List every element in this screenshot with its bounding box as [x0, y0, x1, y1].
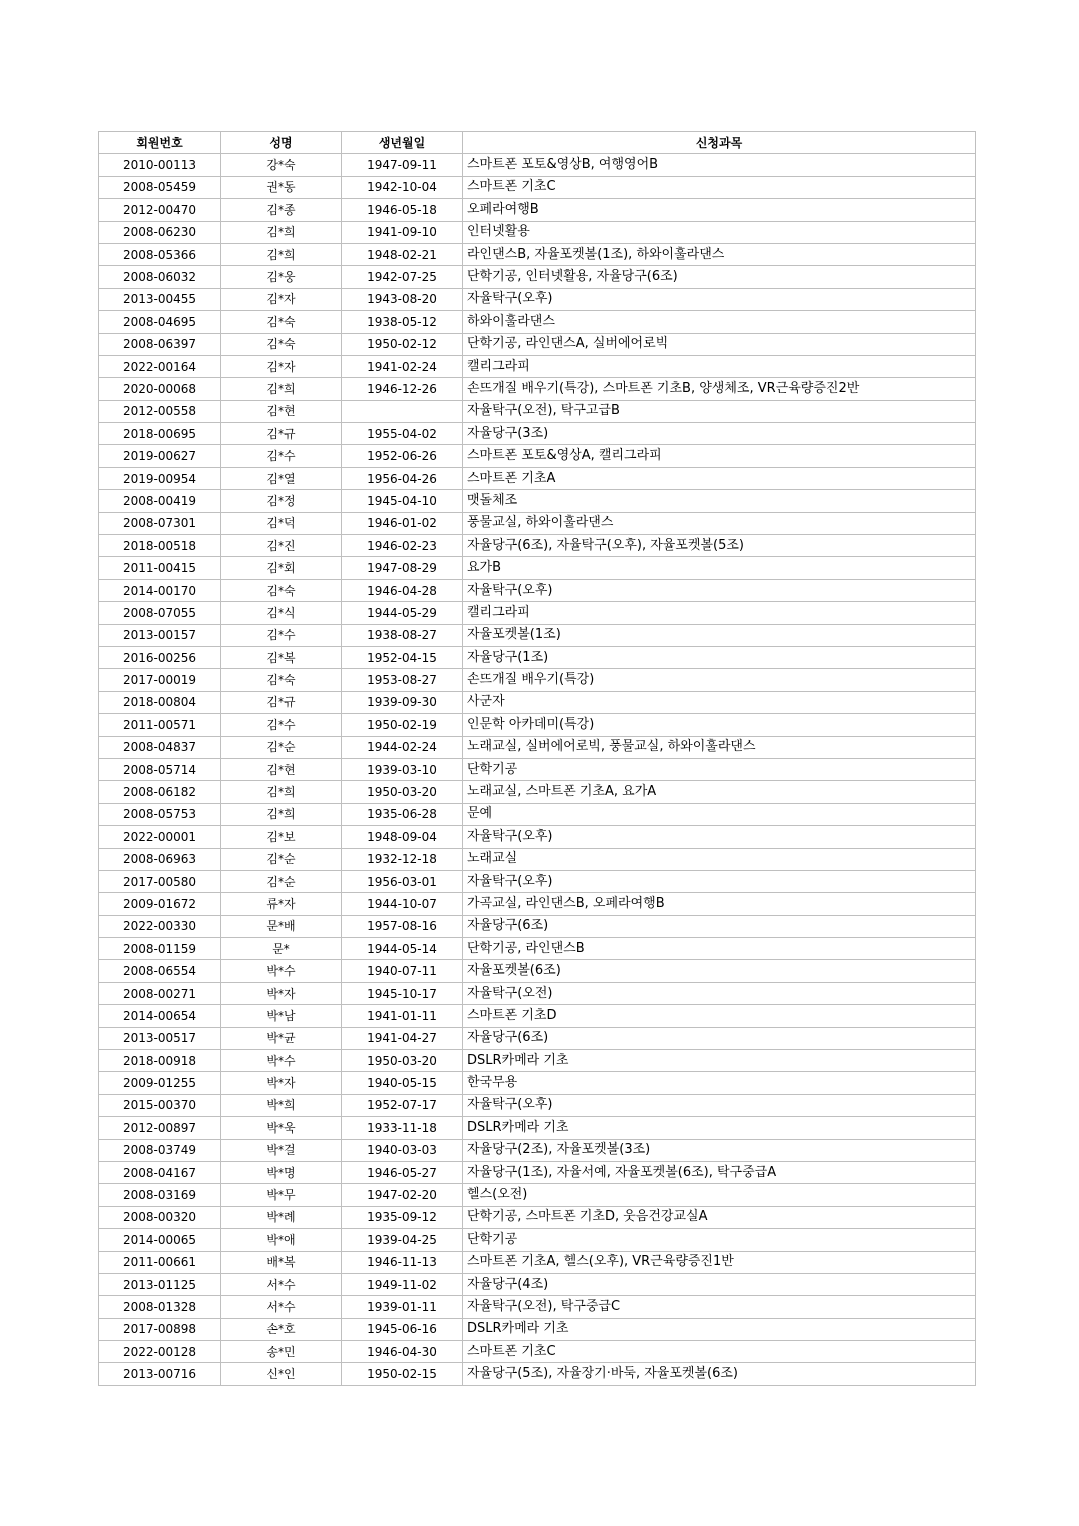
birthdate-cell: 1945-06-16 — [342, 1318, 463, 1340]
courses-cell: 인문학 아카데미(특강) — [463, 714, 976, 736]
table-row — [99, 512, 976, 534]
birthdate-cell: 1950-03-20 — [342, 1050, 463, 1072]
birthdate-cell: 1939-03-10 — [342, 758, 463, 780]
table-row — [99, 870, 976, 892]
name-cell: 김*식 — [221, 602, 342, 624]
name-cell: 김*규 — [221, 423, 342, 445]
member-id-cell: 2008-06963 — [99, 848, 221, 870]
birthdate-cell: 1943-08-20 — [342, 288, 463, 310]
member-id-cell: 2019-00627 — [99, 445, 221, 467]
table-row — [99, 982, 976, 1004]
table-row — [99, 467, 976, 489]
name-cell: 박*무 — [221, 1184, 342, 1206]
courses-cell: 자율당구(2조), 자율포켓볼(3조) — [463, 1139, 976, 1161]
member-id-cell: 2019-00954 — [99, 467, 221, 489]
name-cell: 김*희 — [221, 803, 342, 825]
table-row — [99, 669, 976, 691]
member-id-cell: 2013-00517 — [99, 1027, 221, 1049]
member-id-cell: 2008-06230 — [99, 221, 221, 243]
member-id-cell: 2008-05753 — [99, 803, 221, 825]
name-cell: 김*수 — [221, 445, 342, 467]
birthdate-cell: 1938-05-12 — [342, 311, 463, 333]
table-row — [99, 826, 976, 848]
birthdate-cell: 1932-12-18 — [342, 848, 463, 870]
name-cell: 박*균 — [221, 1027, 342, 1049]
birthdate-cell: 1941-04-27 — [342, 1027, 463, 1049]
birthdate-cell: 1952-04-15 — [342, 646, 463, 668]
birthdate-cell: 1946-05-18 — [342, 199, 463, 221]
table-row — [99, 557, 976, 579]
table-row — [99, 176, 976, 198]
birthdate-cell: 1957-08-16 — [342, 915, 463, 937]
name-cell: 김*희 — [221, 243, 342, 265]
member-id-cell: 2008-06397 — [99, 333, 221, 355]
courses-cell: 스마트폰 기초A — [463, 467, 976, 489]
birthdate-cell: 1946-12-26 — [342, 378, 463, 400]
name-cell: 김*열 — [221, 467, 342, 489]
name-cell: 김*순 — [221, 870, 342, 892]
table-row — [99, 1363, 976, 1385]
name-cell: 김*순 — [221, 736, 342, 758]
name-cell: 김*자 — [221, 355, 342, 377]
member-id-cell: 2009-01672 — [99, 893, 221, 915]
name-cell: 문*배 — [221, 915, 342, 937]
courses-cell: 단학기공, 인터넷활용, 자율당구(6조) — [463, 266, 976, 288]
name-cell: 김*덕 — [221, 512, 342, 534]
name-cell: 박*욱 — [221, 1117, 342, 1139]
courses-cell: 손뜨개질 배우기(특강) — [463, 669, 976, 691]
header-row — [99, 132, 976, 154]
table-row — [99, 378, 976, 400]
table-body — [99, 154, 976, 1385]
name-cell: 김*현 — [221, 758, 342, 780]
table-row — [99, 1229, 976, 1251]
courses-cell: 노래교실, 실버에어로빅, 풍물교실, 하와이훌라댄스 — [463, 736, 976, 758]
table-row — [99, 848, 976, 870]
table-row — [99, 243, 976, 265]
table-row — [99, 1094, 976, 1116]
courses-cell: 한국무용 — [463, 1072, 976, 1094]
table-row — [99, 960, 976, 982]
table-row — [99, 1072, 976, 1094]
table-row — [99, 624, 976, 646]
name-cell: 김*수 — [221, 624, 342, 646]
birthdate-cell: 1949-11-02 — [342, 1273, 463, 1295]
name-cell: 신*인 — [221, 1363, 342, 1385]
name-cell: 강*숙 — [221, 154, 342, 176]
birthdate-cell: 1941-09-10 — [342, 221, 463, 243]
name-cell: 권*동 — [221, 176, 342, 198]
member-id-cell: 2013-00157 — [99, 624, 221, 646]
name-cell: 김*자 — [221, 288, 342, 310]
member-id-cell: 2008-06182 — [99, 781, 221, 803]
name-cell: 박*남 — [221, 1005, 342, 1027]
member-id-cell: 2015-00370 — [99, 1094, 221, 1116]
courses-cell: 캘리그라피 — [463, 355, 976, 377]
table-row — [99, 199, 976, 221]
courses-cell: 문예 — [463, 803, 976, 825]
courses-cell: 손뜨개질 배우기(특강), 스마트폰 기초B, 양생체조, VR근육량증진2반 — [463, 378, 976, 400]
member-id-cell: 2008-01328 — [99, 1296, 221, 1318]
birthdate-cell: 1935-09-12 — [342, 1206, 463, 1228]
birthdate-cell: 1956-03-01 — [342, 870, 463, 892]
member-id-cell: 2012-00470 — [99, 199, 221, 221]
name-cell: 서*수 — [221, 1273, 342, 1295]
header-birthdate: 생년월일 — [342, 132, 463, 154]
birthdate-cell: 1950-02-19 — [342, 714, 463, 736]
table-row — [99, 400, 976, 422]
member-id-cell: 2017-00898 — [99, 1318, 221, 1340]
courses-cell: 단학기공, 스마트폰 기초D, 웃음건강교실A — [463, 1206, 976, 1228]
birthdate-cell: 1948-09-04 — [342, 826, 463, 848]
table-row — [99, 714, 976, 736]
name-cell: 박*수 — [221, 1050, 342, 1072]
name-cell: 박*례 — [221, 1206, 342, 1228]
member-id-cell: 2018-00695 — [99, 423, 221, 445]
name-cell: 문* — [221, 938, 342, 960]
name-cell: 박*수 — [221, 960, 342, 982]
member-id-cell: 2018-00918 — [99, 1050, 221, 1072]
birthdate-cell: 1940-05-15 — [342, 1072, 463, 1094]
member-id-cell: 2011-00661 — [99, 1251, 221, 1273]
birthdate-cell: 1939-09-30 — [342, 691, 463, 713]
member-id-cell: 2014-00654 — [99, 1005, 221, 1027]
member-id-cell: 2014-00065 — [99, 1229, 221, 1251]
birthdate-cell: 1944-05-14 — [342, 938, 463, 960]
name-cell: 김*숙 — [221, 311, 342, 333]
birthdate-cell: 1946-05-27 — [342, 1161, 463, 1183]
birthdate-cell: 1946-04-30 — [342, 1341, 463, 1363]
courses-cell: 자율탁구(오후) — [463, 870, 976, 892]
birthdate-cell: 1940-07-11 — [342, 960, 463, 982]
birthdate-cell: 1946-11-13 — [342, 1251, 463, 1273]
member-id-cell: 2013-00455 — [99, 288, 221, 310]
table-row — [99, 938, 976, 960]
member-id-cell: 2008-06032 — [99, 266, 221, 288]
name-cell: 김*수 — [221, 714, 342, 736]
courses-cell: 하와이훌라댄스 — [463, 311, 976, 333]
table-row — [99, 1296, 976, 1318]
table-row — [99, 1005, 976, 1027]
courses-cell: 스마트폰 기초A, 헬스(오후), VR근육량증진1반 — [463, 1251, 976, 1273]
courses-cell: 사군자 — [463, 691, 976, 713]
birthdate-cell: 1941-01-11 — [342, 1005, 463, 1027]
courses-cell: 자율탁구(오후) — [463, 579, 976, 601]
member-id-cell: 2008-07055 — [99, 602, 221, 624]
courses-cell: 헬스(오전) — [463, 1184, 976, 1206]
birthdate-cell: 1942-10-04 — [342, 176, 463, 198]
courses-cell: 단학기공, 라인댄스A, 실버에어로빅 — [463, 333, 976, 355]
name-cell: 배*복 — [221, 1251, 342, 1273]
member-id-cell: 2008-05366 — [99, 243, 221, 265]
member-id-cell: 2018-00518 — [99, 535, 221, 557]
table-row — [99, 288, 976, 310]
name-cell: 송*민 — [221, 1341, 342, 1363]
header-member-id: 회원번호 — [99, 132, 221, 154]
member-id-cell: 2017-00580 — [99, 870, 221, 892]
courses-cell: 단학기공 — [463, 758, 976, 780]
member-id-cell: 2009-01255 — [99, 1072, 221, 1094]
birthdate-cell: 1947-08-29 — [342, 557, 463, 579]
birthdate-cell: 1950-02-12 — [342, 333, 463, 355]
courses-cell: 자율당구(1조), 자율서예, 자율포켓볼(6조), 탁구중급A — [463, 1161, 976, 1183]
name-cell: 박*애 — [221, 1229, 342, 1251]
table-row — [99, 893, 976, 915]
member-id-cell: 2022-00001 — [99, 826, 221, 848]
member-id-cell: 2011-00571 — [99, 714, 221, 736]
birthdate-cell: 1952-06-26 — [342, 445, 463, 467]
member-id-cell: 2008-06554 — [99, 960, 221, 982]
name-cell: 김*복 — [221, 646, 342, 668]
birthdate-cell: 1939-04-25 — [342, 1229, 463, 1251]
name-cell: 박*희 — [221, 1094, 342, 1116]
birthdate-cell: 1948-02-21 — [342, 243, 463, 265]
table-row — [99, 736, 976, 758]
courses-cell: 인터넷활용 — [463, 221, 976, 243]
courses-cell: 노래교실, 스마트폰 기초A, 요가A — [463, 781, 976, 803]
table-row — [99, 1341, 976, 1363]
table-row — [99, 1027, 976, 1049]
member-id-cell: 2008-01159 — [99, 938, 221, 960]
courses-cell: 자율당구(4조) — [463, 1273, 976, 1295]
name-cell: 김*웅 — [221, 266, 342, 288]
member-id-cell: 2022-00164 — [99, 355, 221, 377]
member-id-cell: 2017-00019 — [99, 669, 221, 691]
table-row — [99, 646, 976, 668]
birthdate-cell: 1938-08-27 — [342, 624, 463, 646]
birthdate-cell: 1947-09-11 — [342, 154, 463, 176]
courses-cell: 자율당구(6조), 자율탁구(오후), 자율포켓볼(5조) — [463, 535, 976, 557]
courses-cell: 라인댄스B, 자율포켓볼(1조), 하와이훌라댄스 — [463, 243, 976, 265]
table-row — [99, 691, 976, 713]
name-cell: 김*현 — [221, 400, 342, 422]
birthdate-cell: 1946-01-02 — [342, 512, 463, 534]
birthdate-cell: 1946-02-23 — [342, 535, 463, 557]
member-id-cell: 2008-00419 — [99, 490, 221, 512]
table-row — [99, 1117, 976, 1139]
table-row — [99, 154, 976, 176]
header-courses: 신청과목 — [463, 132, 976, 154]
member-id-cell: 2008-07301 — [99, 512, 221, 534]
member-id-cell: 2020-00068 — [99, 378, 221, 400]
name-cell: 김*종 — [221, 199, 342, 221]
table-row — [99, 602, 976, 624]
birthdate-cell: 1955-04-02 — [342, 423, 463, 445]
table-row — [99, 445, 976, 467]
name-cell: 김*희 — [221, 378, 342, 400]
birthdate-cell: 1953-08-27 — [342, 669, 463, 691]
birthdate-cell: 1940-03-03 — [342, 1139, 463, 1161]
courses-cell: 자율포켓볼(1조) — [463, 624, 976, 646]
name-cell: 김*회 — [221, 557, 342, 579]
member-id-cell: 2022-00330 — [99, 915, 221, 937]
member-id-cell: 2012-00558 — [99, 400, 221, 422]
birthdate-cell: 1933-11-18 — [342, 1117, 463, 1139]
courses-cell: 자율당구(5조), 자율장기·바둑, 자율포켓볼(6조) — [463, 1363, 976, 1385]
birthdate-cell: 1942-07-25 — [342, 266, 463, 288]
table-row — [99, 490, 976, 512]
member-id-cell: 2011-00415 — [99, 557, 221, 579]
birthdate-cell — [342, 400, 463, 422]
table-row — [99, 579, 976, 601]
courses-cell: 자율당구(6조) — [463, 1027, 976, 1049]
courses-cell: 자율탁구(오후) — [463, 288, 976, 310]
name-cell: 김*숙 — [221, 579, 342, 601]
birthdate-cell: 1946-04-28 — [342, 579, 463, 601]
table-row — [99, 1318, 976, 1340]
table-row — [99, 1273, 976, 1295]
courses-cell: 자율당구(1조) — [463, 646, 976, 668]
name-cell: 박*자 — [221, 982, 342, 1004]
member-id-cell: 2018-00804 — [99, 691, 221, 713]
table-row — [99, 423, 976, 445]
table-row — [99, 1184, 976, 1206]
name-cell: 류*자 — [221, 893, 342, 915]
header-name: 성명 — [221, 132, 342, 154]
birthdate-cell: 1944-10-07 — [342, 893, 463, 915]
member-id-cell: 2008-04695 — [99, 311, 221, 333]
courses-cell: DSLR카메라 기초 — [463, 1050, 976, 1072]
name-cell: 박*명 — [221, 1161, 342, 1183]
member-id-cell: 2008-00271 — [99, 982, 221, 1004]
table-row — [99, 1206, 976, 1228]
table-row — [99, 355, 976, 377]
member-id-cell: 2008-03169 — [99, 1184, 221, 1206]
courses-cell: 자율탁구(오후) — [463, 826, 976, 848]
table-row — [99, 221, 976, 243]
table-row — [99, 1161, 976, 1183]
table-row — [99, 535, 976, 557]
courses-cell: 스마트폰 기초D — [463, 1005, 976, 1027]
member-id-cell: 2008-05459 — [99, 176, 221, 198]
member-id-cell: 2010-00113 — [99, 154, 221, 176]
courses-cell: 스마트폰 포토&영상A, 캘리그라피 — [463, 445, 976, 467]
courses-cell: 가곡교실, 라인댄스B, 오페라여행B — [463, 893, 976, 915]
courses-cell: 자율탁구(오전), 탁구중급C — [463, 1296, 976, 1318]
name-cell: 김*순 — [221, 848, 342, 870]
table-header — [99, 132, 976, 154]
courses-cell: 스마트폰 기초C — [463, 176, 976, 198]
name-cell: 손*호 — [221, 1318, 342, 1340]
birthdate-cell: 1945-10-17 — [342, 982, 463, 1004]
courses-cell: 자율탁구(오후) — [463, 1094, 976, 1116]
courses-cell: 스마트폰 기초C — [463, 1341, 976, 1363]
birthdate-cell: 1947-02-20 — [342, 1184, 463, 1206]
member-id-cell: 2014-00170 — [99, 579, 221, 601]
member-id-cell: 2008-04167 — [99, 1161, 221, 1183]
courses-cell: 캘리그라피 — [463, 602, 976, 624]
courses-cell: 자율포켓볼(6조) — [463, 960, 976, 982]
table-row — [99, 266, 976, 288]
courses-cell: 자율탁구(오전) — [463, 982, 976, 1004]
courses-cell: 요가B — [463, 557, 976, 579]
name-cell: 김*보 — [221, 826, 342, 848]
members-table — [98, 131, 976, 1386]
name-cell: 김*숙 — [221, 333, 342, 355]
table-row — [99, 1251, 976, 1273]
name-cell: 박*자 — [221, 1072, 342, 1094]
birthdate-cell: 1945-04-10 — [342, 490, 463, 512]
birthdate-cell: 1950-02-15 — [342, 1363, 463, 1385]
name-cell: 김*정 — [221, 490, 342, 512]
member-id-cell: 2008-04837 — [99, 736, 221, 758]
name-cell: 김*희 — [221, 221, 342, 243]
courses-cell: 자율당구(3조) — [463, 423, 976, 445]
name-cell: 김*숙 — [221, 669, 342, 691]
birthdate-cell: 1956-04-26 — [342, 467, 463, 489]
member-id-cell: 2008-03749 — [99, 1139, 221, 1161]
birthdate-cell: 1950-03-20 — [342, 781, 463, 803]
table-row — [99, 1050, 976, 1072]
courses-cell: 스마트폰 포토&영상B, 여행영어B — [463, 154, 976, 176]
birthdate-cell: 1952-07-17 — [342, 1094, 463, 1116]
name-cell: 서*수 — [221, 1296, 342, 1318]
birthdate-cell: 1939-01-11 — [342, 1296, 463, 1318]
courses-cell: 맷돌체조 — [463, 490, 976, 512]
courses-cell: 자율탁구(오전), 탁구고급B — [463, 400, 976, 422]
member-id-cell: 2008-00320 — [99, 1206, 221, 1228]
courses-cell: DSLR카메라 기초 — [463, 1117, 976, 1139]
birthdate-cell: 1941-02-24 — [342, 355, 463, 377]
member-id-cell: 2013-01125 — [99, 1273, 221, 1295]
birthdate-cell: 1935-06-28 — [342, 803, 463, 825]
courses-cell: 오페라여행B — [463, 199, 976, 221]
birthdate-cell: 1944-02-24 — [342, 736, 463, 758]
table-row — [99, 333, 976, 355]
courses-cell: 자율당구(6조) — [463, 915, 976, 937]
member-id-cell: 2022-00128 — [99, 1341, 221, 1363]
table-row — [99, 803, 976, 825]
birthdate-cell: 1944-05-29 — [342, 602, 463, 624]
courses-cell: 노래교실 — [463, 848, 976, 870]
courses-cell: 풍물교실, 하와이훌라댄스 — [463, 512, 976, 534]
table-row — [99, 758, 976, 780]
courses-cell: 단학기공 — [463, 1229, 976, 1251]
name-cell: 김*규 — [221, 691, 342, 713]
member-id-cell: 2008-05714 — [99, 758, 221, 780]
courses-cell: DSLR카메라 기초 — [463, 1318, 976, 1340]
table-row — [99, 781, 976, 803]
table-row — [99, 915, 976, 937]
name-cell: 김*희 — [221, 781, 342, 803]
member-id-cell: 2013-00716 — [99, 1363, 221, 1385]
table-row — [99, 311, 976, 333]
name-cell: 박*걸 — [221, 1139, 342, 1161]
member-id-cell: 2012-00897 — [99, 1117, 221, 1139]
name-cell: 김*진 — [221, 535, 342, 557]
member-id-cell: 2016-00256 — [99, 646, 221, 668]
courses-cell: 단학기공, 라인댄스B — [463, 938, 976, 960]
table-row — [99, 1139, 976, 1161]
